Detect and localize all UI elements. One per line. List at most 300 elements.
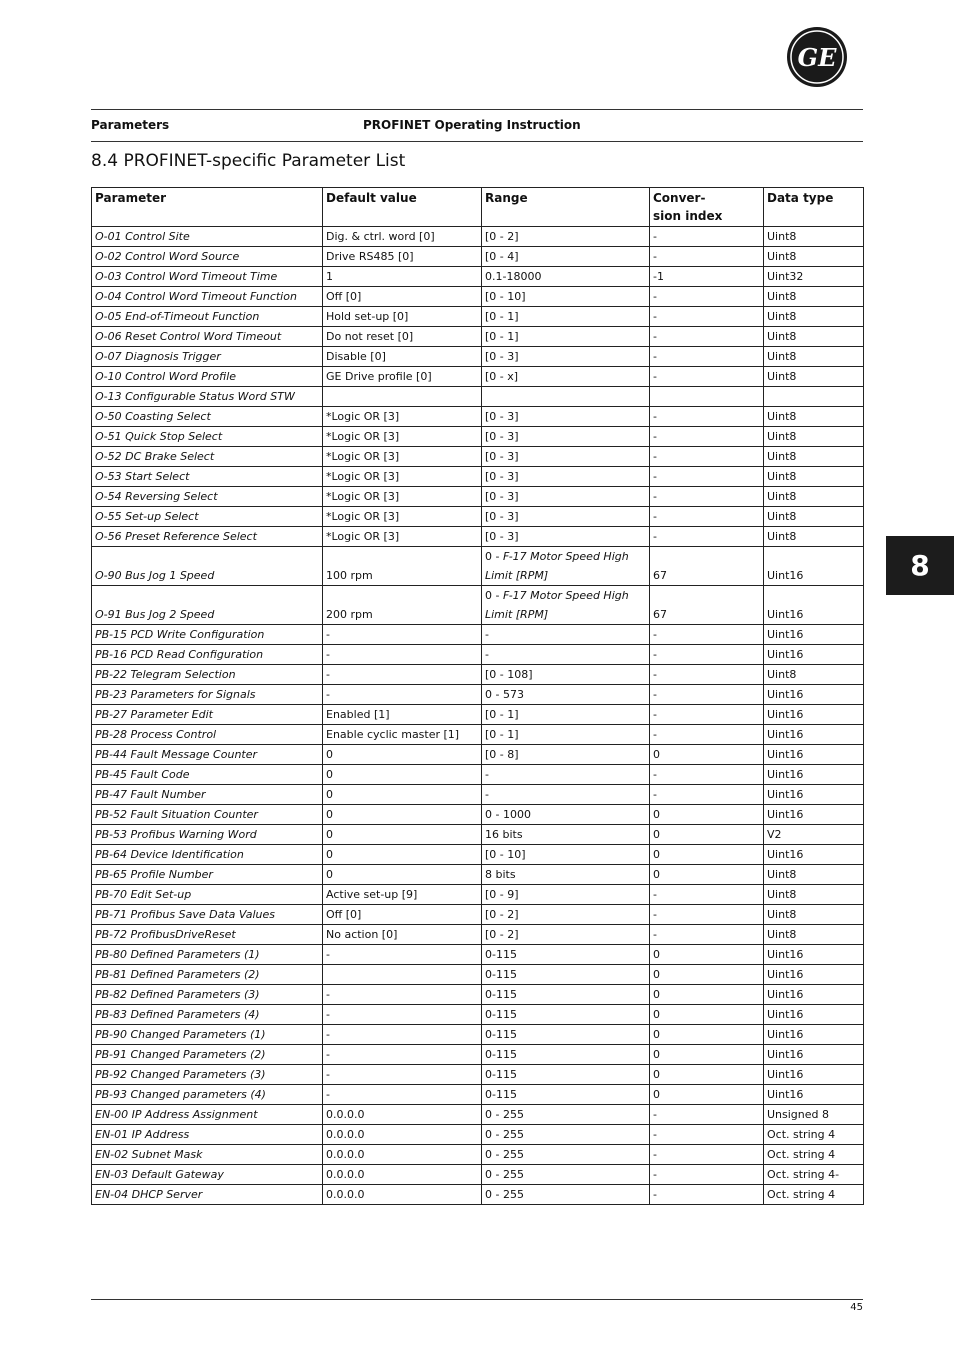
parameter-cell: PB-28 Process Control: [92, 725, 323, 745]
data-type-cell: Uint16: [764, 1025, 864, 1045]
data-type-cell: Uint16: [764, 1045, 864, 1065]
range-cell: [0 - 108]: [482, 665, 650, 685]
table-row: [92, 745, 864, 765]
table-row: [92, 985, 864, 1005]
conversion-index-cell: -: [650, 705, 764, 725]
data-type-cell: Uint8: [764, 247, 864, 267]
default-value-cell: -: [323, 945, 482, 965]
default-value-cell: *Logic OR [3]: [323, 527, 482, 547]
conversion-index-cell: -: [650, 327, 764, 347]
conversion-index-cell: -: [650, 1105, 764, 1125]
range-cell: 16 bits: [482, 825, 650, 845]
table-row: [92, 267, 864, 287]
table-row: [92, 705, 864, 725]
range-cell: 0-115: [482, 965, 650, 985]
default-value-cell: 0: [323, 785, 482, 805]
parameter-cell: PB-45 Fault Code: [92, 765, 323, 785]
range-cell: [482, 387, 650, 407]
data-type-cell: Uint16: [764, 945, 864, 965]
conversion-index-cell: -: [650, 665, 764, 685]
conversion-index-cell: -: [650, 905, 764, 925]
default-value-cell: -: [323, 1025, 482, 1045]
conversion-index-cell: 0: [650, 965, 764, 985]
range-cell: [0 - 9]: [482, 885, 650, 905]
parameter-cell: PB-23 Parameters for Signals: [92, 685, 323, 705]
range-cell: 0 - 1000: [482, 805, 650, 825]
data-type-cell: Uint16: [764, 805, 864, 825]
parameter-cell: O-56 Preset Reference Select: [92, 527, 323, 547]
conversion-index-cell: -: [650, 885, 764, 905]
parameter-cell: PB-70 Edit Set-up: [92, 885, 323, 905]
table-row: [92, 1005, 864, 1025]
data-type-cell: Uint16: [764, 547, 864, 586]
parameter-cell: PB-65 Profile Number: [92, 865, 323, 885]
data-type-cell: Uint8: [764, 227, 864, 247]
table-row: [92, 1065, 864, 1085]
conversion-index-cell: -: [650, 287, 764, 307]
conversion-index-cell: -: [650, 307, 764, 327]
parameter-cell: O-03 Control Word Timeout Time: [92, 267, 323, 287]
data-type-cell: Unsigned 8: [764, 1105, 864, 1125]
data-type-cell: Uint8: [764, 427, 864, 447]
data-type-cell: Uint16: [764, 586, 864, 625]
column-header: Data type: [764, 188, 864, 227]
conversion-index-cell: -: [650, 507, 764, 527]
parameter-cell: O-01 Control Site: [92, 227, 323, 247]
data-type-cell: Oct. string 4: [764, 1125, 864, 1145]
range-cell: [0 - 4]: [482, 247, 650, 267]
default-value-cell: Enabled [1]: [323, 705, 482, 725]
default-value-cell: *Logic OR [3]: [323, 407, 482, 427]
table-row: [92, 725, 864, 745]
data-type-cell: Uint8: [764, 287, 864, 307]
conversion-index-cell: -: [650, 247, 764, 267]
range-cell: 0 - F-17 Motor Speed High Limit [RPM]: [482, 547, 650, 586]
conversion-index-cell: 0: [650, 745, 764, 765]
conversion-index-cell: -: [650, 467, 764, 487]
parameter-cell: PB-15 PCD Write Configuration: [92, 625, 323, 645]
data-type-cell: Uint8: [764, 507, 864, 527]
range-cell: 0 - F-17 Motor Speed High Limit [RPM]: [482, 586, 650, 625]
table-row: [92, 625, 864, 645]
default-value-cell: 1: [323, 267, 482, 287]
data-type-cell: Uint16: [764, 1085, 864, 1105]
data-type-cell: Oct. string 4-: [764, 1165, 864, 1185]
range-cell: 0-115: [482, 1005, 650, 1025]
range-cell: 0-115: [482, 985, 650, 1005]
parameter-cell: O-54 Reversing Select: [92, 487, 323, 507]
data-type-cell: Uint8: [764, 347, 864, 367]
parameter-cell: O-91 Bus Jog 2 Speed: [92, 586, 323, 625]
data-type-cell: Uint8: [764, 307, 864, 327]
table-row: [92, 547, 864, 586]
range-cell: [0 - 10]: [482, 287, 650, 307]
conversion-index-cell: -: [650, 447, 764, 467]
table-row: [92, 467, 864, 487]
table-row: [92, 227, 864, 247]
data-type-cell: Uint8: [764, 367, 864, 387]
column-header: Default value: [323, 188, 482, 227]
parameter-cell: PB-72 ProfibusDriveReset: [92, 925, 323, 945]
column-header: Range: [482, 188, 650, 227]
conversion-index-cell: 0: [650, 1045, 764, 1065]
conversion-index-cell: -: [650, 367, 764, 387]
conversion-index-cell: 0: [650, 1065, 764, 1085]
range-cell: 0 - 255: [482, 1145, 650, 1165]
range-cell: [0 - 2]: [482, 905, 650, 925]
default-value-cell: 0.0.0.0: [323, 1105, 482, 1125]
parameter-cell: PB-47 Fault Number: [92, 785, 323, 805]
conversion-index-cell: -: [650, 407, 764, 427]
data-type-cell: Uint8: [764, 865, 864, 885]
table-row: [92, 1185, 864, 1205]
table-row: [92, 865, 864, 885]
data-type-cell: Uint16: [764, 1005, 864, 1025]
parameter-cell: PB-82 Defined Parameters (3): [92, 985, 323, 1005]
table-row: [92, 965, 864, 985]
range-cell: -: [482, 765, 650, 785]
default-value-cell: -: [323, 1045, 482, 1065]
default-value-cell: 0.0.0.0: [323, 1145, 482, 1165]
data-type-cell: Uint8: [764, 665, 864, 685]
table-row: [92, 885, 864, 905]
range-cell: [0 - 10]: [482, 845, 650, 865]
conversion-index-cell: 67: [650, 547, 764, 586]
data-type-cell: Uint16: [764, 845, 864, 865]
table-row: [92, 247, 864, 267]
range-cell: [0 - 3]: [482, 527, 650, 547]
conversion-index-cell: 0: [650, 1005, 764, 1025]
range-cell: [0 - 1]: [482, 307, 650, 327]
default-value-cell: 0.0.0.0: [323, 1165, 482, 1185]
parameter-cell: O-05 End-of-Timeout Function: [92, 307, 323, 327]
default-value-cell: 0: [323, 805, 482, 825]
default-value-cell: -: [323, 985, 482, 1005]
default-value-cell: 0: [323, 845, 482, 865]
conversion-index-cell: 67: [650, 586, 764, 625]
parameter-cell: O-55 Set-up Select: [92, 507, 323, 527]
table-row: [92, 925, 864, 945]
data-type-cell: Uint8: [764, 925, 864, 945]
conversion-index-cell: [650, 387, 764, 407]
default-value-cell: *Logic OR [3]: [323, 467, 482, 487]
parameter-cell: PB-16 PCD Read Configuration: [92, 645, 323, 665]
range-cell: 0 - 255: [482, 1105, 650, 1125]
header-document-title: PROFINET Operating Instruction: [363, 118, 581, 132]
parameter-cell: PB-90 Changed Parameters (1): [92, 1025, 323, 1045]
default-value-cell: Hold set-up [0]: [323, 307, 482, 327]
conversion-index-cell: -: [650, 725, 764, 745]
range-cell: [0 - 2]: [482, 925, 650, 945]
data-type-cell: Uint8: [764, 487, 864, 507]
data-type-cell: [764, 387, 864, 407]
table-row: [92, 287, 864, 307]
range-cell: [0 - x]: [482, 367, 650, 387]
range-cell: [0 - 2]: [482, 227, 650, 247]
table-row: [92, 307, 864, 327]
table-row: [92, 805, 864, 825]
range-cell: 0 - 573: [482, 685, 650, 705]
conversion-index-cell: 0: [650, 945, 764, 965]
range-cell: -: [482, 645, 650, 665]
default-value-cell: Off [0]: [323, 905, 482, 925]
data-type-cell: Uint16: [764, 985, 864, 1005]
range-cell: [0 - 3]: [482, 507, 650, 527]
default-value-cell: -: [323, 665, 482, 685]
table-row: [92, 447, 864, 467]
default-value-cell: *Logic OR [3]: [323, 507, 482, 527]
default-value-cell: Drive RS485 [0]: [323, 247, 482, 267]
parameter-cell: EN-03 Default Gateway: [92, 1165, 323, 1185]
table-row: [92, 367, 864, 387]
conversion-index-cell: -: [650, 347, 764, 367]
default-value-cell: -: [323, 625, 482, 645]
parameter-cell: O-90 Bus Jog 1 Speed: [92, 547, 323, 586]
table-row: [92, 1025, 864, 1045]
default-value-cell: 0.0.0.0: [323, 1125, 482, 1145]
table-row: [92, 665, 864, 685]
table-row: [92, 1145, 864, 1165]
default-value-cell: *Logic OR [3]: [323, 427, 482, 447]
parameter-cell: PB-64 Device Identification: [92, 845, 323, 865]
table-header-row: [92, 188, 864, 227]
default-value-cell: 0: [323, 765, 482, 785]
range-cell: 0 - 255: [482, 1165, 650, 1185]
conversion-index-cell: -: [650, 1125, 764, 1145]
default-value-cell: Off [0]: [323, 287, 482, 307]
range-cell: [0 - 1]: [482, 725, 650, 745]
parameter-cell: O-13 Configurable Status Word STW: [92, 387, 323, 407]
default-value-cell: Active set-up [9]: [323, 885, 482, 905]
default-value-cell: -: [323, 685, 482, 705]
data-type-cell: Oct. string 4: [764, 1185, 864, 1205]
default-value-cell: -: [323, 645, 482, 665]
table-row: [92, 507, 864, 527]
parameter-cell: PB-92 Changed Parameters (3): [92, 1065, 323, 1085]
conversion-index-cell: 0: [650, 1085, 764, 1105]
parameter-cell: PB-22 Telegram Selection: [92, 665, 323, 685]
table-row: [92, 1085, 864, 1105]
column-header: Parameter: [92, 188, 323, 227]
default-value-cell: Enable cyclic master [1]: [323, 725, 482, 745]
parameter-cell: O-06 Reset Control Word Timeout: [92, 327, 323, 347]
ge-logo-icon: [786, 26, 848, 88]
conversion-index-cell: -: [650, 785, 764, 805]
parameter-table: [91, 187, 864, 1205]
conversion-index-cell: -: [650, 1145, 764, 1165]
data-type-cell: Uint16: [764, 725, 864, 745]
conversion-index-cell: 0: [650, 865, 764, 885]
range-cell: 0-115: [482, 1085, 650, 1105]
conversion-index-cell: -: [650, 925, 764, 945]
parameter-cell: O-10 Control Word Profile: [92, 367, 323, 387]
conversion-index-cell: -: [650, 527, 764, 547]
section-title: 8.4 PROFINET-specific Parameter List: [91, 151, 406, 171]
table-row: [92, 327, 864, 347]
parameter-cell: EN-01 IP Address: [92, 1125, 323, 1145]
default-value-cell: GE Drive profile [0]: [323, 367, 482, 387]
table-row: [92, 387, 864, 407]
data-type-cell: Uint16: [764, 965, 864, 985]
data-type-cell: Uint8: [764, 885, 864, 905]
range-cell: 0.1-18000: [482, 267, 650, 287]
parameter-cell: PB-44 Fault Message Counter: [92, 745, 323, 765]
parameter-cell: EN-02 Subnet Mask: [92, 1145, 323, 1165]
table-row: [92, 945, 864, 965]
parameter-cell: O-02 Control Word Source: [92, 247, 323, 267]
conversion-index-cell: -: [650, 625, 764, 645]
parameter-cell: PB-71 Profibus Save Data Values: [92, 905, 323, 925]
conversion-index-cell: -: [650, 1185, 764, 1205]
default-value-cell: *Logic OR [3]: [323, 447, 482, 467]
data-type-cell: Uint8: [764, 407, 864, 427]
table-body: [92, 227, 864, 1205]
default-value-cell: [323, 387, 482, 407]
parameter-cell: PB-93 Changed parameters (4): [92, 1085, 323, 1105]
default-value-cell: *Logic OR [3]: [323, 487, 482, 507]
column-header: Conver- sion index: [650, 188, 764, 227]
conversion-index-cell: 0: [650, 985, 764, 1005]
data-type-cell: Uint16: [764, 685, 864, 705]
table-row: [92, 765, 864, 785]
header-section-label: Parameters: [91, 118, 170, 132]
table-row: [92, 1125, 864, 1145]
parameter-cell: O-50 Coasting Select: [92, 407, 323, 427]
conversion-index-cell: -: [650, 427, 764, 447]
data-type-cell: Uint8: [764, 527, 864, 547]
chapter-tab: 8: [886, 536, 954, 595]
default-value-cell: No action [0]: [323, 925, 482, 945]
parameter-cell: PB-53 Profibus Warning Word: [92, 825, 323, 845]
conversion-index-cell: 0: [650, 805, 764, 825]
table-row: [92, 845, 864, 865]
range-cell: -: [482, 785, 650, 805]
data-type-cell: Uint8: [764, 327, 864, 347]
conversion-index-cell: 0: [650, 845, 764, 865]
conversion-index-cell: -: [650, 1165, 764, 1185]
range-cell: 0-115: [482, 1025, 650, 1045]
range-cell: [0 - 8]: [482, 745, 650, 765]
default-value-cell: -: [323, 1085, 482, 1105]
default-value-cell: 0: [323, 825, 482, 845]
data-type-cell: Uint8: [764, 905, 864, 925]
range-cell: [0 - 3]: [482, 467, 650, 487]
default-value-cell: 0.0.0.0: [323, 1185, 482, 1205]
footer-rule: [91, 1299, 863, 1300]
parameter-cell: O-51 Quick Stop Select: [92, 427, 323, 447]
page-number: 45: [850, 1302, 863, 1313]
default-value-cell: 100 rpm: [323, 547, 482, 586]
range-cell: [0 - 3]: [482, 427, 650, 447]
data-type-cell: Uint16: [764, 645, 864, 665]
data-type-cell: Uint16: [764, 745, 864, 765]
range-cell: 0 - 255: [482, 1185, 650, 1205]
conversion-index-cell: -: [650, 645, 764, 665]
parameter-cell: PB-52 Fault Situation Counter: [92, 805, 323, 825]
table-row: [92, 586, 864, 625]
default-value-cell: 200 rpm: [323, 586, 482, 625]
table-row: [92, 1105, 864, 1125]
range-cell: 0-115: [482, 945, 650, 965]
data-type-cell: V2: [764, 825, 864, 845]
data-type-cell: Uint16: [764, 625, 864, 645]
table-row: [92, 527, 864, 547]
range-cell: 8 bits: [482, 865, 650, 885]
default-value-cell: Do not reset [0]: [323, 327, 482, 347]
data-type-cell: Uint16: [764, 765, 864, 785]
logo-text: GE: [797, 43, 837, 72]
range-cell: 0 - 255: [482, 1125, 650, 1145]
range-cell: [0 - 3]: [482, 487, 650, 507]
table-row: [92, 685, 864, 705]
table-row: [92, 1165, 864, 1185]
default-value-cell: 0: [323, 745, 482, 765]
default-value-cell: Dig. & ctrl. word [0]: [323, 227, 482, 247]
range-cell: [0 - 3]: [482, 447, 650, 467]
range-cell: 0-115: [482, 1065, 650, 1085]
parameter-cell: O-07 Diagnosis Trigger: [92, 347, 323, 367]
table-row: [92, 825, 864, 845]
range-cell: [0 - 3]: [482, 347, 650, 367]
data-type-cell: Uint32: [764, 267, 864, 287]
table-row: [92, 347, 864, 367]
header-top-rule: [91, 109, 863, 110]
table-row: [92, 905, 864, 925]
range-cell: -: [482, 625, 650, 645]
parameter-cell: O-52 DC Brake Select: [92, 447, 323, 467]
data-type-cell: Uint16: [764, 705, 864, 725]
conversion-index-cell: -1: [650, 267, 764, 287]
table-row: [92, 427, 864, 447]
table-row: [92, 785, 864, 805]
conversion-index-cell: -: [650, 685, 764, 705]
range-cell: [0 - 1]: [482, 327, 650, 347]
parameter-cell: O-53 Start Select: [92, 467, 323, 487]
range-cell: 0-115: [482, 1045, 650, 1065]
default-value-cell: [323, 965, 482, 985]
parameter-cell: EN-00 IP Address Assignment: [92, 1105, 323, 1125]
parameter-cell: O-04 Control Word Timeout Function: [92, 287, 323, 307]
default-value-cell: Disable [0]: [323, 347, 482, 367]
default-value-cell: -: [323, 1065, 482, 1085]
data-type-cell: Uint8: [764, 447, 864, 467]
data-type-cell: Uint16: [764, 785, 864, 805]
header-bottom-rule: [91, 141, 863, 142]
parameter-cell: PB-27 Parameter Edit: [92, 705, 323, 725]
table-row: [92, 1045, 864, 1065]
data-type-cell: Oct. string 4: [764, 1145, 864, 1165]
range-cell: [0 - 1]: [482, 705, 650, 725]
conversion-index-cell: -: [650, 487, 764, 507]
conversion-index-cell: -: [650, 765, 764, 785]
conversion-index-cell: -: [650, 227, 764, 247]
table-row: [92, 645, 864, 665]
default-value-cell: 0: [323, 865, 482, 885]
parameter-cell: PB-80 Defined Parameters (1): [92, 945, 323, 965]
table-row: [92, 407, 864, 427]
parameter-cell: EN-04 DHCP Server: [92, 1185, 323, 1205]
parameter-cell: PB-83 Defined Parameters (4): [92, 1005, 323, 1025]
data-type-cell: Uint8: [764, 467, 864, 487]
conversion-index-cell: 0: [650, 1025, 764, 1045]
parameter-cell: PB-91 Changed Parameters (2): [92, 1045, 323, 1065]
range-cell: [0 - 3]: [482, 407, 650, 427]
parameter-cell: PB-81 Defined Parameters (2): [92, 965, 323, 985]
data-type-cell: Uint16: [764, 1065, 864, 1085]
table-row: [92, 487, 864, 507]
conversion-index-cell: 0: [650, 825, 764, 845]
default-value-cell: -: [323, 1005, 482, 1025]
